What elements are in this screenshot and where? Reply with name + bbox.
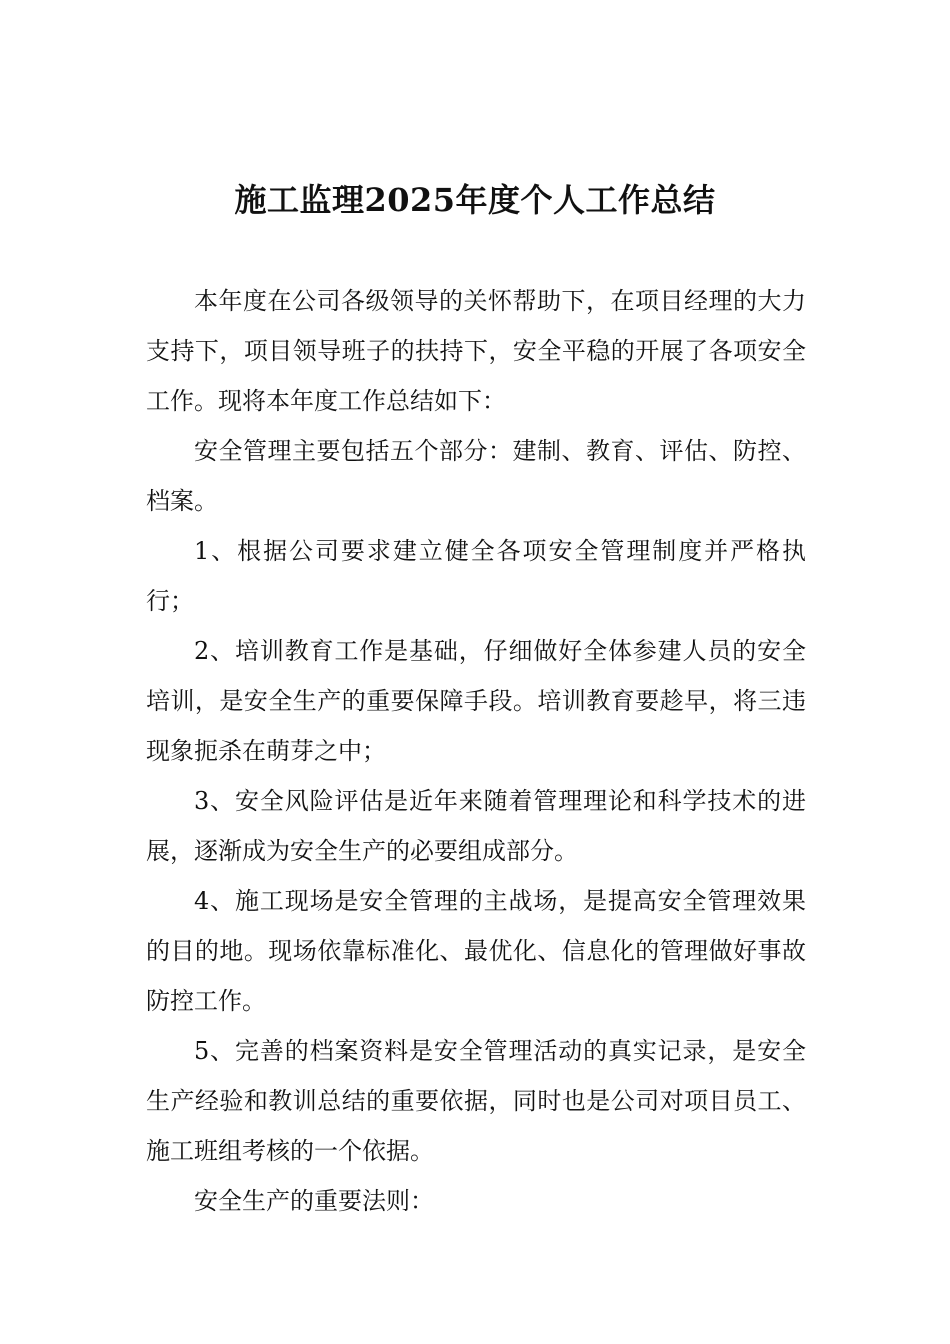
document-body [146, 276, 806, 1226]
paragraph-item-1: 1、根据公司要求建立健全各项安全管理制度并严格执行； [146, 537, 806, 615]
document-title: 施工监理2025年度个人工作总结 [234, 181, 716, 219]
paragraph-rules-heading: 安全生产的重要法则： [194, 1187, 434, 1215]
paragraph-item-3: 3、安全风险评估是近年来随着管理理论和科学技术的进展，逐渐成为安全生产的必要组成部分。 [146, 787, 806, 865]
paragraph-item-4: 4、施工现场是安全管理的主战场，是提高安全管理效果的目的地。现场依靠标准化、最优化、信息化的管理做好事故防控工作。 [146, 887, 806, 1015]
paragraph-overview: 安全管理主要包括五个部分：建制、教育、评估、防控、档案。 [146, 437, 806, 515]
paragraph-item-5: 5、完善的档案资料是安全管理活动的真实记录，是安全生产经验和教训总结的重要依据，同时也是公司对项目员工、施工班组考核的一个依据。 [146, 1037, 806, 1165]
paragraph-intro: 本年度在公司各级领导的关怀帮助下，在项目经理的大力支持下，项目领导班子的扶持下，安全平稳的开展了各项安全工作。现将本年度工作总结如下： [146, 287, 806, 415]
paragraph-item-2: 2、培训教育工作是基础，仔细做好全体参建人员的安全培训，是安全生产的重要保障手段。培训教育要趁早，将三违现象扼杀在萌芽之中； [146, 637, 806, 765]
